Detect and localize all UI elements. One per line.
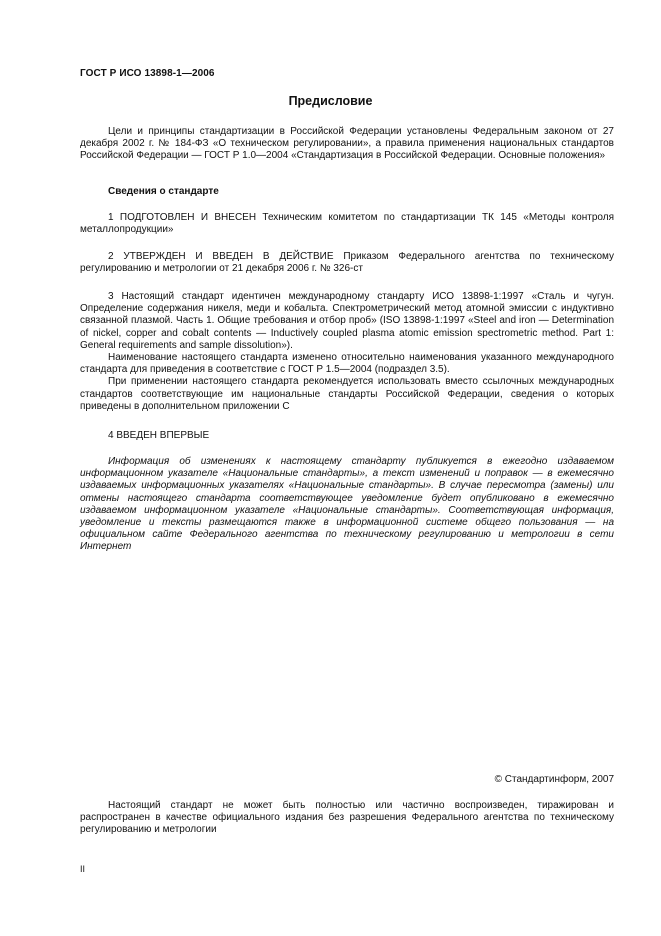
reproduction-block [80, 800, 614, 837]
item-3-paragraph-2: Наименование настоящего стандарта изменено относительно наименования указанного международного стандарта для приведения в соответствие с ГОСТ Р 1.5—2004 (подраздел 3.5). [80, 352, 614, 376]
item-3-paragraph-3: При применении настоящего стандарта рекомендуется использовать вместо ссылочных международных стандартов соответствующие им национальные стандарты Российской Федерации, сведения о которых приведены в дополнительном приложении С [80, 376, 614, 412]
item-2-block [80, 251, 614, 275]
intro-block [80, 126, 614, 163]
section-heading: Сведения о стандарте [108, 186, 219, 197]
item-2: 2 УТВЕРЖДЕН И ВВЕДЕН В ДЕЙСТВИЕ Приказом Федерального агентства по техническому регулированию и метрологии от 21 декабря 2006 г. № 326-ст [80, 251, 614, 275]
item-4: 4 ВВЕДЕН ВПЕРВЫЕ [108, 430, 210, 441]
notice-paragraph: Информация об изменениях к настоящему стандарту публикуется в ежегодно издаваемом информационном указателе «Национальные стандарты», а текст изменений и поправок — в ежемесячно издаваемых информационных указателях «Национальные стандарты». В случае пересмотра (замены) или отмены настоящего стандарта соответствующее уведомление будет опубликовано в ежемесячно издаваемом информационном указателе «Национальные стандарты». Соответствующая информация, уведомление и тексты размещаются также в информационной системе общего пользования — на официальном сайте Федерального агентства по техническому регулированию и метрологии в сети Интернет [80, 456, 614, 553]
intro-paragraph: Цели и принципы стандартизации в Российской Федерации установлены Федеральным законом от 27 декабря 2002 г. № 184-ФЗ «О техническом регулировании», а правила применения национальных стандартов Российской Федерации — ГОСТ Р 1.0—2004 «Стандартизация в Российской Федерации. Основные положения» [80, 126, 614, 162]
page-number: II [80, 864, 86, 874]
item-4-block [80, 430, 614, 442]
document-header: ГОСТ Р ИСО 13898-1—2006 [80, 68, 215, 79]
copyright-line: © Стандартинформ, 2007 [494, 774, 614, 785]
page-title: Предисловие [288, 94, 373, 108]
section-heading-block [80, 186, 614, 198]
item-1: 1 ПОДГОТОВЛЕН И ВНЕСЕН Техническим комитетом по стандартизации ТК 145 «Методы контроля металлопродукции» [80, 212, 614, 236]
notice-block [80, 456, 614, 554]
item-3-block [80, 291, 614, 413]
item-1-block [80, 212, 614, 236]
item-3: 3 Настоящий стандарт идентичен международному стандарту ИСО 13898-1:1997 «Сталь и чугун. Определение содержания никеля, меди и кобальта. Спектрометрический метод атомной эмиссии с индуктивно связанной плазмой. Часть 1. Общие требования и отбор проб» (ISO 13898-1:1997 «Steel and iron — Determination of nickel, copper and cobalt contents — Inductively coupled plasma atomic emission spectrometric method. Part 1: General requirements and sample dissolution»). [80, 291, 614, 351]
reproduction-notice: Настоящий стандарт не может быть полностью или частично воспроизведен, тиражирован и распространен в качестве официального издания без разрешения Федерального агентства по техническому регулированию и метрологии [80, 800, 614, 836]
